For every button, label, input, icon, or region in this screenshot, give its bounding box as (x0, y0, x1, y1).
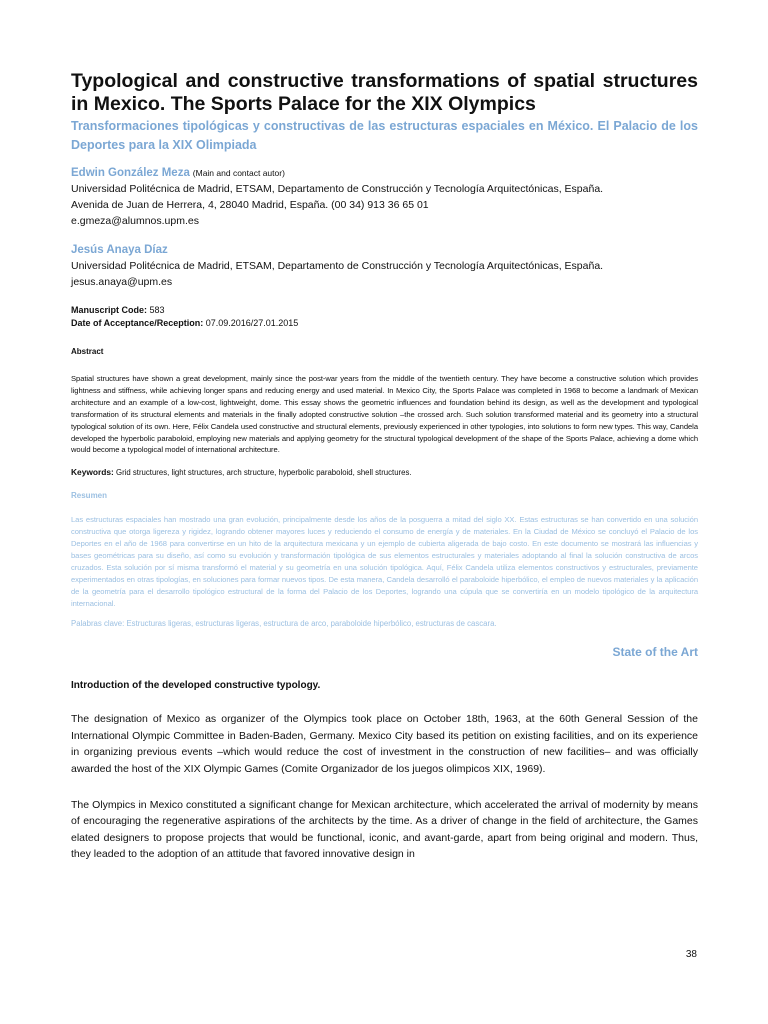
resumen-heading: Resumen (71, 491, 108, 501)
date-value: 07.09.2016/27.01.2015 (205, 318, 299, 328)
keywords (71, 467, 698, 477)
author-block-2 (71, 242, 698, 290)
author-affiliation: Universidad Politécnica de Madrid, ETSAM, Departamento de Construcción y Tecnología Arquitectónicas, España. (71, 260, 604, 272)
manuscript-code-value: 583 (149, 305, 165, 315)
paper-subtitle: Transformaciones tipológicas y constructivas de las estructuras espaciales en México. El Palacio de los Deportes para la XIX Olimpiada (71, 119, 698, 152)
author-name: Edwin González Meza (71, 167, 190, 179)
author-affiliation: Universidad Politécnica de Madrid, ETSAM, Departamento de Construcción y Tecnología Arquitectónicas, España. (71, 183, 604, 195)
page-number: 38 (685, 949, 697, 960)
subsection-heading: Introduction of the developed constructive typology. (71, 680, 321, 692)
date-label: Date of Acceptance/Reception: (71, 318, 204, 328)
author-name: Jesús Anaya Díaz (71, 244, 168, 256)
author-email: e.gmeza@alumnos.upm.es (71, 215, 199, 227)
palabras-clave: Palabras clave: Estructuras ligeras, estructuras ligeras, estructura de arco, paraboloide hiperbólico, estructuras de cascara. (71, 619, 497, 629)
keywords-text: Grid structures, light structures, arch structure, hyperbolic paraboloid, shell structures. (116, 468, 412, 478)
abstract-text: Spatial structures have shown a great development, mainly since the post-war years from the middle of the twentieth century. They have become a constructive solution which provides lightness and stiffness, while achieving longer spans and reducing energy and used material. In Mexico City, the Sports Palace was completed in 1968 to become a landmark of Mexican architecture and an example of a low-cost, lightweight, dome. This essay shows the geometric influences and foundation behind its design, as well as the development and typological transformation of its structural elements and materials in the finally adopted constructive solution –the crossed arch. Such solution transformed material and its geometry into a structural typological solution of its own. Here, Félix Candela used constructive and structural elements, previously experienced in other typologies, into solutions to form new types. This way, Candela developed the hyperbolic paraboloid, employing new materials and applying geometry for the structural typological development of the shape of the Sports Palace, achieving a dome which would become a typological model of international architecture. (71, 374, 698, 455)
resumen-text: Las estructuras espaciales han mostrado una gran evolución, principalmente desde los años de la posguerra a mitad del siglo XX. Estas estructuras se han convertido en una solución constructiva que otorga ligereza y rigidez, logrando obtener mayores luces y reduciendo el consumo de energía y de materiales. En la Ciudad de México se concluyó el Palacio de los Deportes en el año de 1968 para convertirse en un hito de la arquitectura mexicana y un ejemplo de cubierta aligerada de bajo costo. En este documento se mostrará las influencias y bases geométricas para su diseño, así como su evolución y transformación tipológica de sus elementos estructurales y materiales adoptando al final la solución constructiva de arcos cruzados. Esta solución por sí misma transformó el material y su geometría en una solución tipológica. Aquí, Félix Candela utiliza elementos constructivos y estructurales, previamente experimentados en otras tipologías, en soluciones para formar nuevos tipos. De esta manera, Candela desarrolló el paraboloide hiperbólico, el empleo de nuevos materiales y la aplicación de la geometría para el desarrollo tipológico estructural de la forma del Palacio de los Deportes, logrando una cúpula que se convertiría en un modelo tipológico de la arquitectura internacional. (71, 515, 698, 609)
body-paragraph: The designation of Mexico as organizer of the Olympics took place on October 18th, 1963, at the 60th General Session of the International Olympic Committee in Baden-Baden, Germany. Mexico City based its petition on existing facilities, and on its experience in organizing previous events –which would reduce the cost of investment in the construction of new facilities– and was officially awarded the host of the XIX Olympic Games (Comite Organizador de los juegos olimpicos XIX, 1969). (71, 713, 698, 775)
section-heading: State of the Art (612, 645, 698, 660)
author-role: (Main and contact autor) (192, 168, 285, 178)
abstract-heading: Abstract (71, 347, 104, 356)
author-block-1 (71, 165, 698, 229)
paper-page (71, 70, 698, 873)
author-address: Avenida de Juan de Herrera, 4, 28040 Madrid, España. (00 34) 913 36 65 01 (71, 199, 429, 211)
manuscript-code-label: Manuscript Code: (71, 305, 148, 315)
keywords-label: Keywords: (71, 467, 114, 478)
manuscript-meta (71, 304, 698, 330)
paper-title: Typological and constructive transformations of spatial structures in Mexico. The Sports Palace for the XIX Olympics (71, 70, 698, 115)
body-paragraph: The Olympics in Mexico constituted a significant change for Mexican architecture, which accelerated the arrival of modernity by means of encouraging the regenerative aspirations of the architects by the time. As a driver of change in the field of architecture, the Games elated designers to propose projects that would be functional, iconic, and avant-garde, apart from being original and modern. Thus, they leaded to the adoption of an attitude that favored innovative design in (71, 798, 698, 861)
author-email: jesus.anaya@upm.es (71, 276, 173, 288)
